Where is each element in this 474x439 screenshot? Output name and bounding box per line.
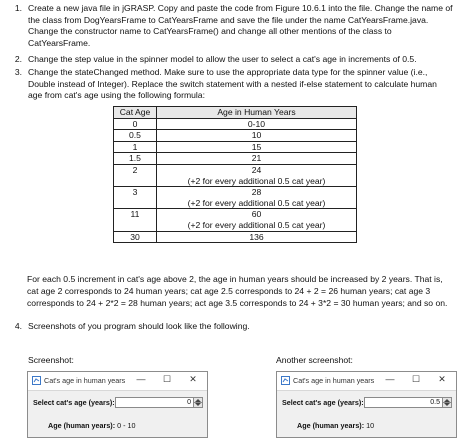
table-row <box>114 153 357 165</box>
cat-years-window <box>27 371 208 438</box>
table-cell: 136 <box>157 231 357 243</box>
select-age-label: Select cat's age (years): <box>33 398 115 407</box>
window-titlebar[interactable] <box>28 372 207 391</box>
table-cell: 1 <box>114 141 157 153</box>
table-cell: 0 <box>114 118 157 130</box>
paragraph-line: corresponds to 24 + 2*2 = 28 human years; act age 3.5 corresponds to 24 + 3*2 = 30 human years; and so on. <box>27 298 448 309</box>
cell-line: 60 <box>251 209 262 220</box>
close-icon[interactable]: ✕ <box>438 374 446 384</box>
cat-age-spinner[interactable] <box>115 397 203 408</box>
instruction-number: 4. <box>14 321 22 331</box>
table-cell <box>157 187 357 209</box>
table-row <box>114 231 357 243</box>
cell-line: (+2 for every additional 0.5 cat year) <box>187 197 326 208</box>
spinner-down-icon[interactable] <box>195 403 201 406</box>
table-cell: 1.5 <box>114 153 157 165</box>
paragraph-line: For each 0.5 increment in cat's age above 2, the age in human years should be increased by 2 years. That is, <box>27 274 443 284</box>
maximize-icon[interactable]: ☐ <box>162 374 172 384</box>
window-title: Cat's age in human years <box>293 376 375 385</box>
table-cell: 2 <box>114 164 157 186</box>
table-cell: 10 <box>157 130 357 142</box>
instruction-number: 2. <box>14 54 22 64</box>
cell-line: (+2 for every additional 0.5 cat year) <box>187 219 326 230</box>
window-titlebar[interactable] <box>277 372 456 391</box>
table-header: Cat Age <box>114 107 157 119</box>
table-row <box>114 187 357 209</box>
table-cell: 15 <box>157 141 357 153</box>
table-cell <box>157 209 357 231</box>
table-row <box>114 209 357 231</box>
java-app-icon <box>281 376 290 385</box>
spinner-value: 0.5 <box>430 399 440 406</box>
cat-age-table <box>113 106 357 243</box>
instruction-line: Screenshots of you program should look like the following. <box>28 321 250 331</box>
spinner-buttons[interactable] <box>442 398 451 407</box>
close-icon[interactable]: ✕ <box>189 374 197 384</box>
table-cell: 30 <box>114 231 157 243</box>
table-cell: 0.5 <box>114 130 157 142</box>
cell-line: (+2 for every additional 0.5 cat year) <box>187 175 326 186</box>
instruction-line: Change the step value in the spinner model to allow the user to select a cat's age in increments of 0.5. <box>28 54 417 64</box>
instruction-number: 3. <box>14 67 22 77</box>
spinner-down-icon[interactable] <box>444 403 450 406</box>
table-header-row <box>114 107 357 119</box>
human-age-value: 0 - 10 <box>117 421 136 430</box>
spinner-value: 0 <box>187 399 191 406</box>
explanation-paragraph <box>27 273 447 310</box>
table-row <box>114 118 357 130</box>
java-app-icon <box>32 376 41 385</box>
screenshot-label: Screenshot: <box>28 355 74 365</box>
cat-age-spinner[interactable] <box>364 397 452 408</box>
select-age-label: Select cat's age (years): <box>282 398 364 407</box>
instruction-line: CatYearsFrame. <box>28 37 91 48</box>
table-row <box>114 130 357 142</box>
minimize-icon[interactable]: — <box>136 374 146 384</box>
table-cell: 0-10 <box>157 118 357 130</box>
table-cell: 3 <box>114 187 157 209</box>
table-cell <box>157 164 357 186</box>
spinner-buttons[interactable] <box>193 398 202 407</box>
table-cell: 21 <box>157 153 357 165</box>
instruction-number: 1. <box>14 3 22 13</box>
another-screenshot-label: Another screenshot: <box>276 355 353 365</box>
window-title: Cat's age in human years <box>44 376 126 385</box>
instruction-line: Create a new java file in jGRASP. Copy and paste the code from Figure 10.6.1 into the file. Change the name of <box>28 3 453 13</box>
instruction-line: Double instead of Integer). Replace the switch statement with a nested if-else statement to calculate human <box>28 78 437 89</box>
table-row <box>114 141 357 153</box>
maximize-icon[interactable]: ☐ <box>411 374 421 384</box>
instruction-line: the class from DogYearsFrame to CatYearsFrame and save the file under the name CatYearsFrame.java. <box>28 14 429 25</box>
cat-years-window <box>276 371 457 438</box>
human-age-label: Age (human years): 10 <box>297 421 375 430</box>
cell-line: 28 <box>251 187 262 198</box>
human-age-value: 10 <box>366 421 375 430</box>
cell-line: 24 <box>251 164 262 175</box>
minimize-icon[interactable]: — <box>385 374 395 384</box>
paragraph-line: cat age 2 corresponds to 24 human years; cat age 2.5 corresponds to 24 + 2 = 26 human years; cat age 3 <box>27 286 431 297</box>
human-age-label: Age (human years): 0 - 10 <box>48 421 136 430</box>
table-cell: 11 <box>114 209 157 231</box>
table-row <box>114 164 357 186</box>
table-header: Age in Human Years <box>157 107 357 119</box>
instruction-line: Change the constructor name to CatYearsFrame() and change all other mentions of the class to <box>28 26 392 37</box>
instruction-line: Change the stateChanged method. Make sure to use the appropriate data type for the spinner value (i.e., <box>28 67 428 77</box>
instruction-line: age from cat's age using the following formula: <box>28 90 205 101</box>
